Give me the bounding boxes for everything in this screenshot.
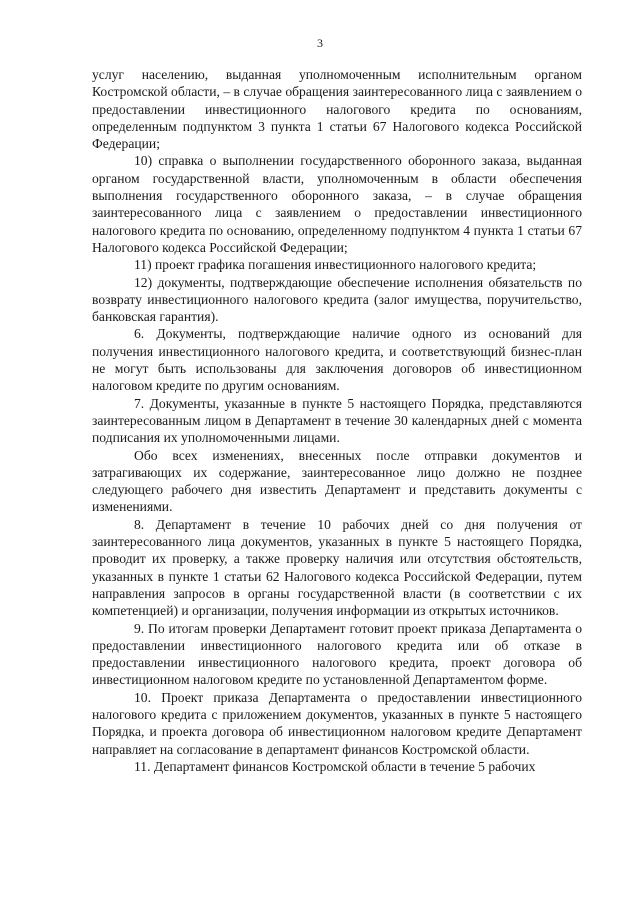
paragraph-point-8: 8. Департамент в течение 10 рабочих дней со дня получения от заинтересованного лица документов, указанных в пункте 5 настоящего Порядка, проводит их проверку, а также проверку наличия или отсутствия обстоятельств, указанных в пункте 1 статьи 62 Налогового кодекса Российской Федерации, путем направления запросов в органы государственной власти (в соответствии с их компетенцией) и организации, получения информации из открытых источников. xyxy=(92,516,582,619)
paragraph-point-7: 7. Документы, указанные в пункте 5 настоящего Порядка, представляются заинтересованным лицом в Департамент в течение 30 календарных дней с момента подписания их уполномоченными лицами. xyxy=(92,395,582,446)
paragraph-item-12: 12) документы, подтверждающие обеспечение исполнения обязательств по возврату инвестиционного налогового кредита (залог имущества, поручительство, банковская гарантия). xyxy=(92,274,582,325)
paragraph-point-6: 6. Документы, подтверждающие наличие одного из оснований для получения инвестиционного налогового кредита, и соответствующий бизнес-план не могут быть использованы для заключения договоров об инвестиционном налоговом кредите по другим основаниям. xyxy=(92,326,582,394)
paragraph-point-10: 10. Проект приказа Департамента о предоставлении инвестиционного налогового кредита с приложением документов, указанных в пункте 5 настоящего Порядка, и проекта договора об инвестиционном налоговом кредите Департамент направляет на согласование в департамент финансов Костромской области. xyxy=(92,689,582,757)
paragraph-point-11: 11. Департамент финансов Костромской области в течение 5 рабочих xyxy=(134,758,536,774)
page-number: 3 xyxy=(317,36,323,50)
paragraph-point-9: 9. По итогам проверки Департамент готовит проект приказа Департамента о предоставлении инвестиционного налогового кредита или об отказе в предоставлении инвестиционного налогового кредита, проект договора об инвестиционном налоговом кредите по установленной Департаментом форме. xyxy=(92,620,582,688)
document-body xyxy=(92,66,582,775)
paragraph-continuation: услуг населению, выданная уполномоченным исполнительным органом Костромской области, – в случае обращения заинтересованного лица с заявлением о предоставлении инвестиционного налогового кредита по основаниям, определенным подпунктом 3 пункта 1 статьи 67 Налогового кодекса Российской Федерации; xyxy=(92,67,582,152)
paragraph-changes-notice: Обо всех изменениях, внесенных после отправки документов и затрагивающих их содержание, заинтересованное лицо должно не позднее следующего рабочего дня известить Департамент и представить документы с изменениями. xyxy=(92,447,582,515)
paragraph-item-11: 11) проект графика погашения инвестиционного налогового кредита; xyxy=(134,257,537,273)
paragraph-item-10: 10) справка о выполнении государственного оборонного заказа, выданная органом государственной власти, уполномоченным в области обеспечения выполнения государственного оборонного заказа, – в случае обращения заинтересованного лица с заявлением о предоставлении инвестиционного налогового кредита по основанию, определенному подпунктом 4 пункта 1 статьи 67 Налогового кодекса Российской Федерации; xyxy=(92,153,582,255)
